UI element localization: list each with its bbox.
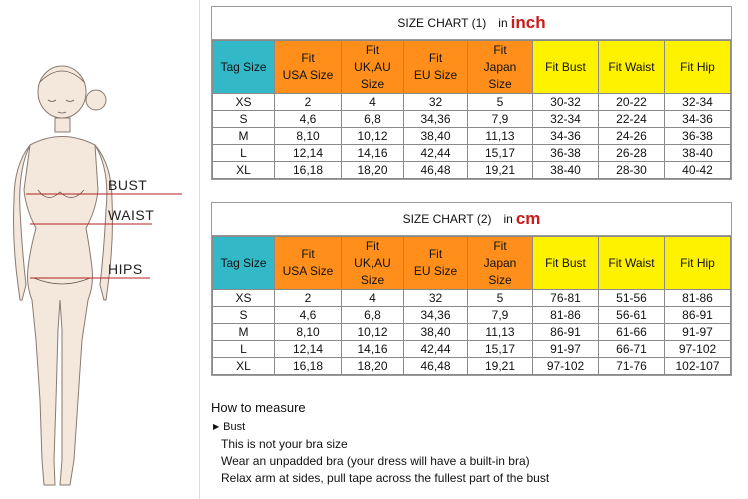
- table-cell: 40-42: [665, 162, 731, 179]
- column-header-text: Fit Waist: [608, 59, 655, 74]
- column-header-text: UK,AU: [354, 59, 391, 74]
- table-row: [213, 94, 731, 111]
- table-cell: XL: [213, 162, 275, 179]
- table-cell: 38-40: [665, 145, 731, 162]
- table-cell: 2: [275, 94, 342, 111]
- size-table: [212, 236, 731, 375]
- table-cell: 8,10: [275, 128, 342, 145]
- bust-bullet-label: Bust: [223, 421, 246, 433]
- how-to-measure-section: [211, 400, 741, 487]
- table-cell: 71-76: [599, 358, 665, 375]
- table-cell: 4,6: [275, 111, 342, 128]
- table-row: [213, 341, 731, 358]
- bust-bullet: [213, 421, 741, 433]
- table-cell: 28-30: [599, 162, 665, 179]
- table-cell: 2: [275, 290, 342, 307]
- column-header: [599, 41, 665, 94]
- chart-title-text: SIZE CHART (2): [402, 212, 492, 226]
- table-cell: 97-102: [533, 358, 599, 375]
- howto-line: Relax arm at sides, pull tape across the fullest part of the bust: [221, 471, 550, 485]
- column-header-text: EU Size: [413, 68, 458, 82]
- table-cell: 51-56: [599, 290, 665, 307]
- column-header-text: Fit Waist: [608, 255, 655, 270]
- table-cell: 102-107: [665, 358, 731, 375]
- neck-shape: [55, 118, 70, 132]
- table-cell: 5: [468, 290, 533, 307]
- table-cell: 26-28: [599, 145, 665, 162]
- column-header: [599, 237, 665, 290]
- head-shape: [38, 66, 86, 118]
- chart-unit: cm: [515, 209, 541, 228]
- table-cell: 42,44: [404, 341, 468, 358]
- table-cell: S: [213, 111, 275, 128]
- table-cell: 24-26: [599, 128, 665, 145]
- table-cell: 15,17: [468, 341, 533, 358]
- table-row: [213, 111, 731, 128]
- column-header-text: Fit: [493, 42, 507, 57]
- table-cell: 36-38: [533, 145, 599, 162]
- table-cell: 4: [342, 94, 404, 111]
- column-header-text: Size: [488, 272, 512, 287]
- column-header-text: UK,AU: [354, 255, 391, 270]
- column-header: [342, 41, 404, 94]
- table-cell: 46,48: [404, 358, 468, 375]
- column-header-text: Fit: [493, 238, 507, 253]
- table-cell: 97-102: [665, 341, 731, 358]
- table-cell: 18,20: [342, 162, 404, 179]
- table-cell: 22-24: [599, 111, 665, 128]
- column-header: [468, 41, 533, 94]
- column-header-text: Size: [360, 272, 385, 287]
- table-cell: 10,12: [342, 324, 404, 341]
- table-row: [213, 162, 731, 179]
- table-cell: 81-86: [665, 290, 731, 307]
- table-cell: 34,36: [404, 111, 468, 128]
- table-cell: XL: [213, 358, 275, 375]
- chart-unit: inch: [510, 13, 546, 32]
- column-header-text: Fit: [428, 247, 443, 261]
- size-chart-title: [212, 203, 731, 236]
- column-header-text: USA Size: [282, 264, 334, 278]
- column-header-text: Fit: [301, 51, 315, 65]
- table-cell: 11,13: [468, 324, 533, 341]
- table-cell: 86-91: [665, 307, 731, 324]
- column-header-text: Tag Size: [220, 255, 267, 270]
- column-header: [404, 237, 468, 290]
- table-cell: 18,20: [342, 358, 404, 375]
- column-header-text: Tag Size: [220, 59, 267, 74]
- table-cell: 38,40: [404, 128, 468, 145]
- table-cell: 14,16: [342, 341, 404, 358]
- column-header: [275, 41, 342, 94]
- table-cell: 38,40: [404, 324, 468, 341]
- body-figure-panel: [0, 0, 200, 499]
- table-cell: 32: [404, 94, 468, 111]
- table-row: [213, 145, 731, 162]
- table-cell: XS: [213, 94, 275, 111]
- table-cell: 46,48: [404, 162, 468, 179]
- column-header-text: Fit: [301, 247, 315, 261]
- table-cell: 91-97: [533, 341, 599, 358]
- column-header-text: Fit: [428, 51, 443, 65]
- column-header-text: Japan: [483, 255, 517, 270]
- hips-label: HIPS: [108, 261, 143, 277]
- chart-unit-prefix: in: [503, 212, 513, 226]
- table-cell: 10,12: [342, 128, 404, 145]
- column-header-text: Fit Bust: [545, 255, 586, 270]
- table-cell: 16,18: [275, 358, 342, 375]
- table-row: [213, 324, 731, 341]
- table-cell: L: [213, 341, 275, 358]
- column-header: [213, 237, 275, 290]
- table-cell: 6,8: [342, 111, 404, 128]
- table-cell: 19,21: [468, 358, 533, 375]
- table-header-row: [213, 237, 731, 290]
- column-header: [213, 41, 275, 94]
- table-cell: 34-36: [665, 111, 731, 128]
- column-header: [533, 237, 599, 290]
- table-header-row: [213, 41, 731, 94]
- table-row: [213, 307, 731, 324]
- column-header-text: Fit: [365, 238, 380, 253]
- table-cell: 4,6: [275, 307, 342, 324]
- table-cell: 86-91: [533, 324, 599, 341]
- table-cell: S: [213, 307, 275, 324]
- table-row: [213, 358, 731, 375]
- column-header: [275, 237, 342, 290]
- table-cell: 32: [404, 290, 468, 307]
- column-header-text: Fit Hip: [680, 255, 715, 270]
- table-row: [213, 128, 731, 145]
- table-cell: 19,21: [468, 162, 533, 179]
- table-cell: 91-97: [665, 324, 731, 341]
- column-header: [404, 41, 468, 94]
- column-header-text: Fit Hip: [680, 59, 715, 74]
- table-cell: 76-81: [533, 290, 599, 307]
- column-header: [342, 237, 404, 290]
- size-chart-inch: [211, 6, 732, 180]
- column-header: [533, 41, 599, 94]
- table-cell: 7,9: [468, 307, 533, 324]
- table-cell: 42,44: [404, 145, 468, 162]
- column-header: [665, 41, 731, 94]
- column-header-text: Size: [488, 76, 512, 91]
- table-cell: 32-34: [533, 111, 599, 128]
- chart-unit-prefix: in: [498, 16, 508, 30]
- column-header: [665, 237, 731, 290]
- table-cell: 12,14: [275, 341, 342, 358]
- column-header-text: USA Size: [282, 68, 334, 82]
- column-header-text: Fit Bust: [545, 59, 586, 74]
- table-cell: L: [213, 145, 275, 162]
- table-cell: 36-38: [665, 128, 731, 145]
- size-chart-cm: [211, 202, 732, 376]
- table-cell: 11,13: [468, 128, 533, 145]
- table-cell: 34,36: [404, 307, 468, 324]
- howto-line: This is not your bra size: [221, 437, 348, 451]
- table-cell: 16,18: [275, 162, 342, 179]
- chart-title-text: SIZE CHART (1): [397, 16, 487, 30]
- torso-legs-shape: [24, 137, 98, 486]
- table-cell: XS: [213, 290, 275, 307]
- table-cell: 4: [342, 290, 404, 307]
- size-table: [212, 40, 731, 179]
- table-cell: 61-66: [599, 324, 665, 341]
- triangle-bullet-icon: ▶: [213, 422, 220, 431]
- table-cell: 20-22: [599, 94, 665, 111]
- column-header-text: Size: [360, 76, 385, 91]
- bust-label: BUST: [108, 177, 148, 193]
- table-cell: 7,9: [468, 111, 533, 128]
- body-figure-illustration: [0, 0, 200, 499]
- table-cell: 12,14: [275, 145, 342, 162]
- howto-line: Wear an unpadded bra (your dress will have a built-in bra): [221, 454, 530, 468]
- table-cell: 66-71: [599, 341, 665, 358]
- table-row: [213, 290, 731, 307]
- how-to-measure-heading: How to measure: [211, 400, 306, 415]
- table-cell: 81-86: [533, 307, 599, 324]
- column-header-text: EU Size: [413, 264, 458, 278]
- column-header-text: Fit: [365, 42, 380, 57]
- table-cell: 15,17: [468, 145, 533, 162]
- column-header: [468, 237, 533, 290]
- table-cell: 5: [468, 94, 533, 111]
- table-cell: M: [213, 128, 275, 145]
- table-cell: 56-61: [599, 307, 665, 324]
- size-chart-title: [212, 7, 731, 40]
- table-cell: 14,16: [342, 145, 404, 162]
- table-cell: 38-40: [533, 162, 599, 179]
- table-cell: 30-32: [533, 94, 599, 111]
- waist-label: WAIST: [108, 207, 155, 223]
- table-cell: 34-36: [533, 128, 599, 145]
- column-header-text: Japan: [483, 59, 517, 74]
- table-cell: 8,10: [275, 324, 342, 341]
- table-cell: 32-34: [665, 94, 731, 111]
- table-cell: M: [213, 324, 275, 341]
- table-cell: 6,8: [342, 307, 404, 324]
- hair-bun-shape: [86, 90, 106, 110]
